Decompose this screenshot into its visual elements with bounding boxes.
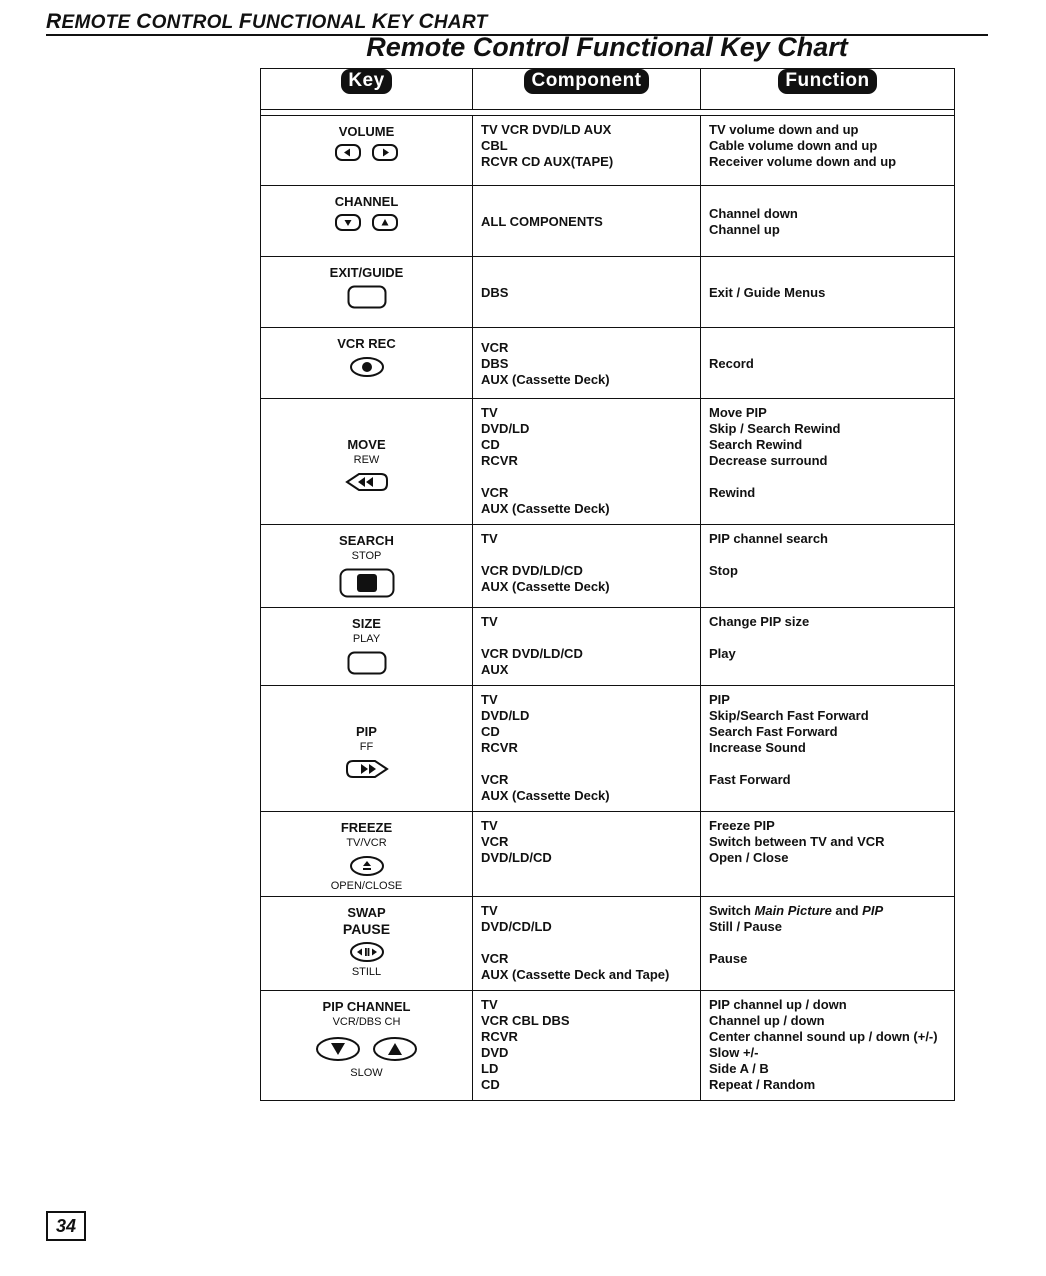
swap-function-line: Switch Main Picture and PIP [709, 903, 884, 918]
pip-channel-down-icon [315, 1036, 361, 1062]
key-cell [261, 991, 473, 1101]
fast-forward-icon [345, 759, 389, 779]
table-row [261, 399, 955, 525]
function-cell: Channel down Channel up [701, 186, 955, 257]
stop-icon [339, 568, 395, 598]
section-title: REMOTE CONTROL FUNCTIONAL KEY CHART [46, 10, 488, 33]
component-cell: TV VCR DVD/LD/CD [473, 812, 701, 897]
component-cell: TV DVD/LD CD RCVR VCR AUX (Cassette Deck) [473, 399, 701, 525]
key-name: EXIT/GUIDE [329, 265, 404, 280]
page-title: Remote Control Functional Key Chart [366, 32, 848, 62]
function-cell: Exit / Guide Menus [701, 257, 955, 328]
key-name: PIP [356, 724, 377, 739]
column-header-function: Function [701, 69, 955, 110]
function-cell: PIP channel up / down Channel up / down Center channel sound up / down (+/-) Slow +/- Side A / B Repeat / Random [701, 991, 955, 1101]
key-cell [261, 399, 473, 525]
volume-up-icon [372, 144, 398, 161]
key-subname: STOP [351, 550, 382, 562]
key-name-2: PAUSE [342, 921, 391, 937]
key-subname: REW [353, 454, 380, 466]
key-name: MOVE [347, 437, 386, 452]
function-cell: PIP Skip/Search Fast Forward Search Fast Forward Increase Sound Fast Forward [701, 686, 955, 812]
component-cell: TV VCR DVD/LD/CD AUX (Cassette Deck) [473, 525, 701, 608]
pip-channel-up-icon [372, 1036, 418, 1062]
key-cell [261, 812, 473, 897]
key-name: CHANNEL [334, 194, 399, 209]
function-cell: Move PIP Skip / Search Rewind Search Rewind Decrease surround Rewind [701, 399, 955, 525]
page-number: 34 [46, 1211, 86, 1241]
key-cell [261, 257, 473, 328]
component-cell: VCR DBS AUX (Cassette Deck) [473, 328, 701, 399]
key-subname-bottom: SLOW [350, 1067, 383, 1079]
volume-down-icon [335, 144, 361, 161]
key-name: SIZE [352, 616, 381, 631]
key-name: VCR REC [337, 336, 396, 351]
table-row [261, 116, 955, 186]
function-cell: Freeze PIP Switch between TV and VCR Open / Close [701, 812, 955, 897]
key-subname-bottom: OPEN/CLOSE [330, 880, 403, 892]
key-subname: FF [359, 741, 374, 753]
function-cell: Record [701, 328, 955, 399]
exit-guide-button-icon [347, 285, 387, 309]
component-cell: TV DVD/LD CD RCVR VCR AUX (Cassette Deck) [473, 686, 701, 812]
key-subname: TV/VCR [346, 837, 387, 849]
key-name: PIP CHANNEL [322, 999, 411, 1014]
column-header-key: Key [261, 69, 473, 110]
column-header-component: Component [473, 69, 701, 110]
key-cell [261, 686, 473, 812]
key-cell [261, 608, 473, 686]
table-row [261, 686, 955, 812]
key-cell [261, 328, 473, 399]
key-cell [261, 525, 473, 608]
function-cell: PIP channel search Stop [701, 525, 955, 608]
function-cell: Switch Main Picture and PIP Still / Pause Pause [701, 897, 955, 991]
channel-up-icon [372, 214, 398, 231]
table-row [261, 812, 955, 897]
key-subname-bottom: STILL [351, 966, 382, 978]
component-cell: ALL COMPONENTS [473, 186, 701, 257]
component-cell: DBS [473, 257, 701, 328]
key-name: SEARCH [339, 533, 394, 548]
component-cell: TV VCR DVD/LD/CD AUX [473, 608, 701, 686]
key-name: VOLUME [338, 124, 395, 139]
function-cell: TV volume down and up Cable volume down and up Receiver volume down and up [701, 116, 955, 186]
table-row [261, 608, 955, 686]
play-button-icon [347, 651, 387, 675]
key-subname: VCR/DBS CH [332, 1016, 401, 1028]
key-name: SWAP [347, 905, 386, 920]
table-row [261, 186, 955, 257]
function-cell: Change PIP size Play [701, 608, 955, 686]
table-row [261, 328, 955, 399]
eject-icon [349, 855, 385, 877]
table-row [261, 257, 955, 328]
channel-down-icon [335, 214, 361, 231]
rewind-icon [345, 472, 389, 492]
key-name: FREEZE [340, 820, 393, 835]
component-cell: TV DVD/CD/LD VCR AUX (Cassette Deck and Tape) [473, 897, 701, 991]
key-cell [261, 186, 473, 257]
table-header-row [261, 69, 955, 110]
record-icon [349, 356, 385, 378]
key-subname: PLAY [352, 633, 381, 645]
key-chart-table [260, 68, 955, 1101]
table-row [261, 991, 955, 1101]
pause-still-icon [349, 941, 385, 963]
table-row [261, 525, 955, 608]
component-cell: TV VCR DVD/LD AUX CBL RCVR CD AUX(TAPE) [473, 116, 701, 186]
key-cell [261, 897, 473, 991]
table-row [261, 897, 955, 991]
key-cell [261, 116, 473, 186]
component-cell: TV VCR CBL DBS RCVR DVD LD CD [473, 991, 701, 1101]
